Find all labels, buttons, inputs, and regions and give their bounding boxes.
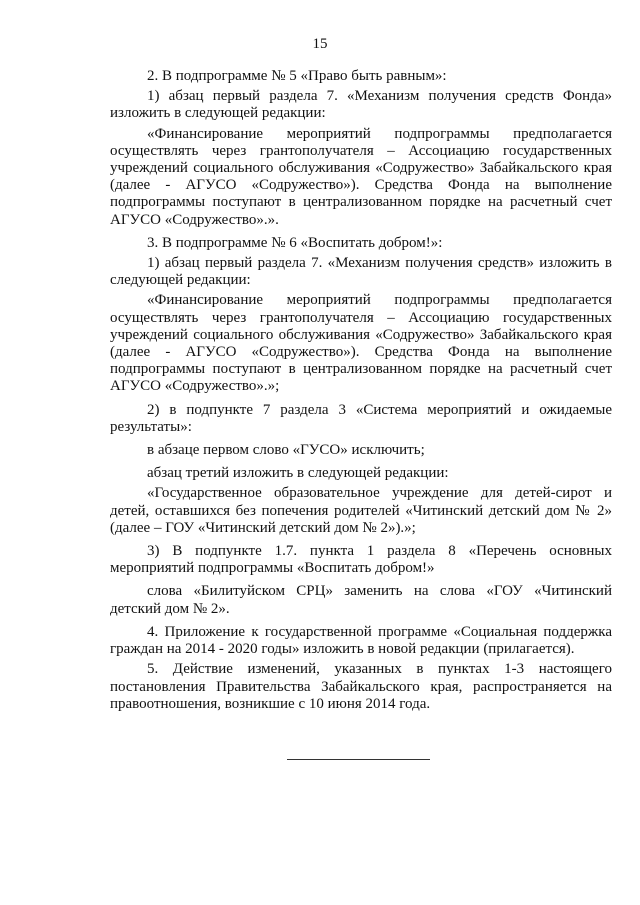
paragraph-quote-financing-5: «Финансирование мероприятий подпрограммы предполагается осуществлять через грантополучателя – Ассоциацию государственных учреждений социального обслуживания «Содружество» Забайкальского края (далее - АГУСО «Содружество»). Средства Фонда на выполнение подпрограммы поступают в централизованном порядке на расчетный счет АГУСО «Содружество».». <box>110 125 612 228</box>
paragraph-subprogram-6-point-1: 1) абзац первый раздела 7. «Механизм получения средств» изложить в следующей редакции: <box>110 255 612 289</box>
paragraph-remove-guso: в абзаце первом слово «ГУСО» исключить; <box>147 442 425 459</box>
paragraph-quote-gou: «Государственное образовательное учреждение для детей-сирот и детей, оставшихся без попечения родителей «Читинский детский дом № 2» (далее – ГОУ «Читинский детский дом № 2»).»; <box>110 485 612 536</box>
paragraph-subprogram-5-point-1: 1) абзац первый раздела 7. «Механизм получения средств Фонда» изложить в следующей редакции: <box>110 88 612 122</box>
paragraph-replace-words: слова «Билитуйском СРЦ» заменить на слова «ГОУ «Читинский детский дом № 2». <box>110 583 612 617</box>
paragraph-subprogram-6-point-3: 3) В подпункте 1.7. пункта 1 раздела 8 «Перечень основных мероприятий подпрограммы «Воспитать добром!» <box>110 543 612 577</box>
document-body <box>110 68 612 716</box>
page-number: 15 <box>312 36 328 52</box>
paragraph-item-3: 3. В подпрограмме № 6 «Воспитать добром!»: <box>147 234 443 251</box>
paragraph-item-2: 2. В подпрограмме № 5 «Право быть равным»: <box>147 68 447 84</box>
paragraph-item-4: 4. Приложение к государственной программе «Социальная поддержка граждан на 2014 - 2020 годы» изложить в новой редакции (прилагается). <box>110 623 612 658</box>
end-divider <box>287 759 430 760</box>
paragraph-subprogram-6-point-2: 2) в подпункте 7 раздела 3 «Система мероприятий и ожидаемые результаты»: <box>110 401 612 435</box>
paragraph-item-5: 5. Действие изменений, указанных в пунктах 1-3 настоящего постановления Правительства Забайкальского края, распространяется на правоотношения, возникшие с 10 июня 2014 года. <box>110 661 612 712</box>
paragraph-third-abzac: абзац третий изложить в следующей редакции: <box>147 465 449 482</box>
paragraph-quote-financing-6: «Финансирование мероприятий подпрограммы предполагается осуществлять через грантополучателя – Ассоциацию государственных учреждений социального обслуживания «Содружество» Забайкальского края (далее - АГУСО «Содружество»). Средства Фонда на выполнение подпрограммы поступают в централизованном порядке на расчетный счет АГУСО «Содружество».»; <box>110 292 612 395</box>
